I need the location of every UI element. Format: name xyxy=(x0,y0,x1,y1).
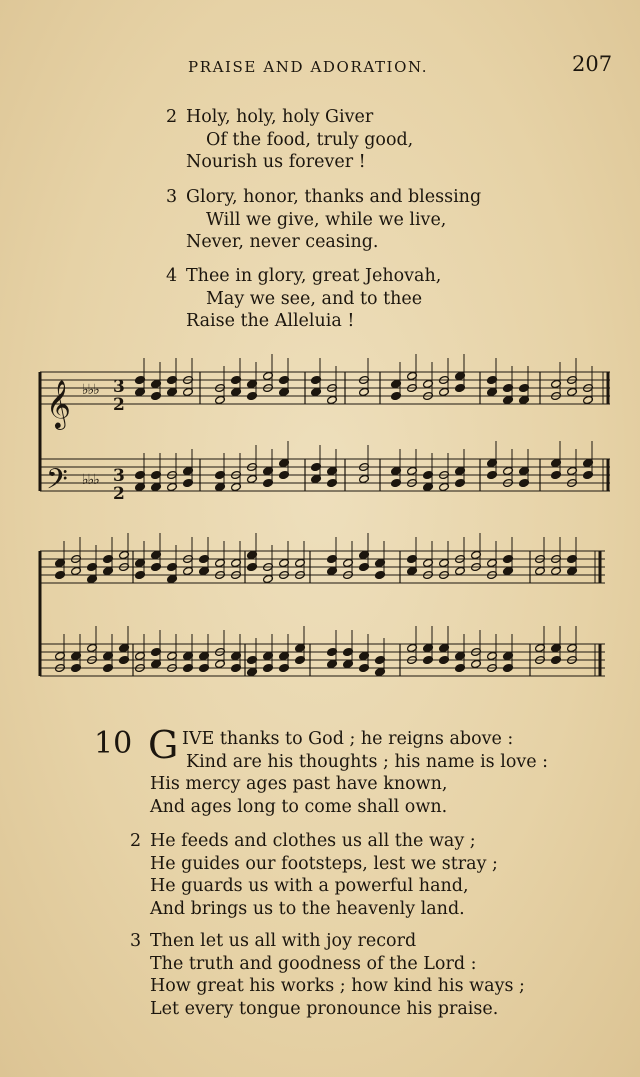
barlines xyxy=(40,372,608,676)
drop-cap: G xyxy=(148,723,179,767)
treble-clef-icon: 𝄞 xyxy=(46,379,71,428)
verse-line: Kind are his thoughts ; his name is love : xyxy=(186,751,549,772)
time-signature-top: 3 xyxy=(113,377,125,397)
verse-line: His mercy ages past have known, xyxy=(150,774,448,794)
hymn-number: 10 xyxy=(94,726,133,761)
verse-line: May we see, and to thee xyxy=(206,288,423,309)
verse-line: Of the food, truly good, xyxy=(206,129,414,150)
verse-number: 2 xyxy=(166,107,178,127)
verse-line: And ages long to come shall own. xyxy=(150,796,448,817)
verse-line: And brings us to the heavenly land. xyxy=(150,898,465,919)
verse-number: 2 xyxy=(130,831,142,851)
time-signature-bottom: 2 xyxy=(113,395,125,415)
verse-line: Raise the Alleluia ! xyxy=(186,311,355,331)
verse-line: He feeds and clothes us all the way ; xyxy=(150,831,476,851)
verse-line: He guards us with a powerful hand, xyxy=(150,876,469,896)
verse-line: The truth and goodness of the Lord : xyxy=(150,953,477,974)
bass-clef-icon: 𝄢 xyxy=(46,463,68,503)
staff-lines xyxy=(40,372,610,676)
verse-line: Nourish us forever ! xyxy=(186,152,366,172)
page-number: 207 xyxy=(572,52,613,76)
verse-line: He guides our footsteps, lest we stray ; xyxy=(150,853,498,874)
time-signature-top: 3 xyxy=(113,466,125,486)
verse-line: Let every tongue pronounce his praise. xyxy=(150,998,499,1019)
verse-number: 3 xyxy=(166,187,178,207)
verse-line: Never, never ceasing. xyxy=(186,232,379,252)
verse-line: How great his works ; how kind his ways ; xyxy=(150,976,525,996)
verse-line: Glory, honor, thanks and blessing xyxy=(186,187,482,207)
verse-line: Thee in glory, great Jehovah, xyxy=(186,266,442,286)
key-signature-bass: ♭♭♭ xyxy=(82,472,99,488)
running-head-title: PRAISE AND ADORATION. xyxy=(188,58,429,76)
noteheads xyxy=(55,354,594,677)
verse-number: 3 xyxy=(130,931,142,951)
verse-line: IVE thanks to God ; he reigns above : xyxy=(182,729,514,749)
key-signature-treble: ♭♭♭ xyxy=(82,382,99,398)
verse-number: 4 xyxy=(166,266,178,286)
verse-line: Then let us all with joy record xyxy=(150,931,417,951)
verse-line: Holy, holy, holy Giver xyxy=(186,107,374,127)
verse-line: Will we give, while we live, xyxy=(206,209,447,230)
time-signature-bottom: 2 xyxy=(113,484,125,504)
